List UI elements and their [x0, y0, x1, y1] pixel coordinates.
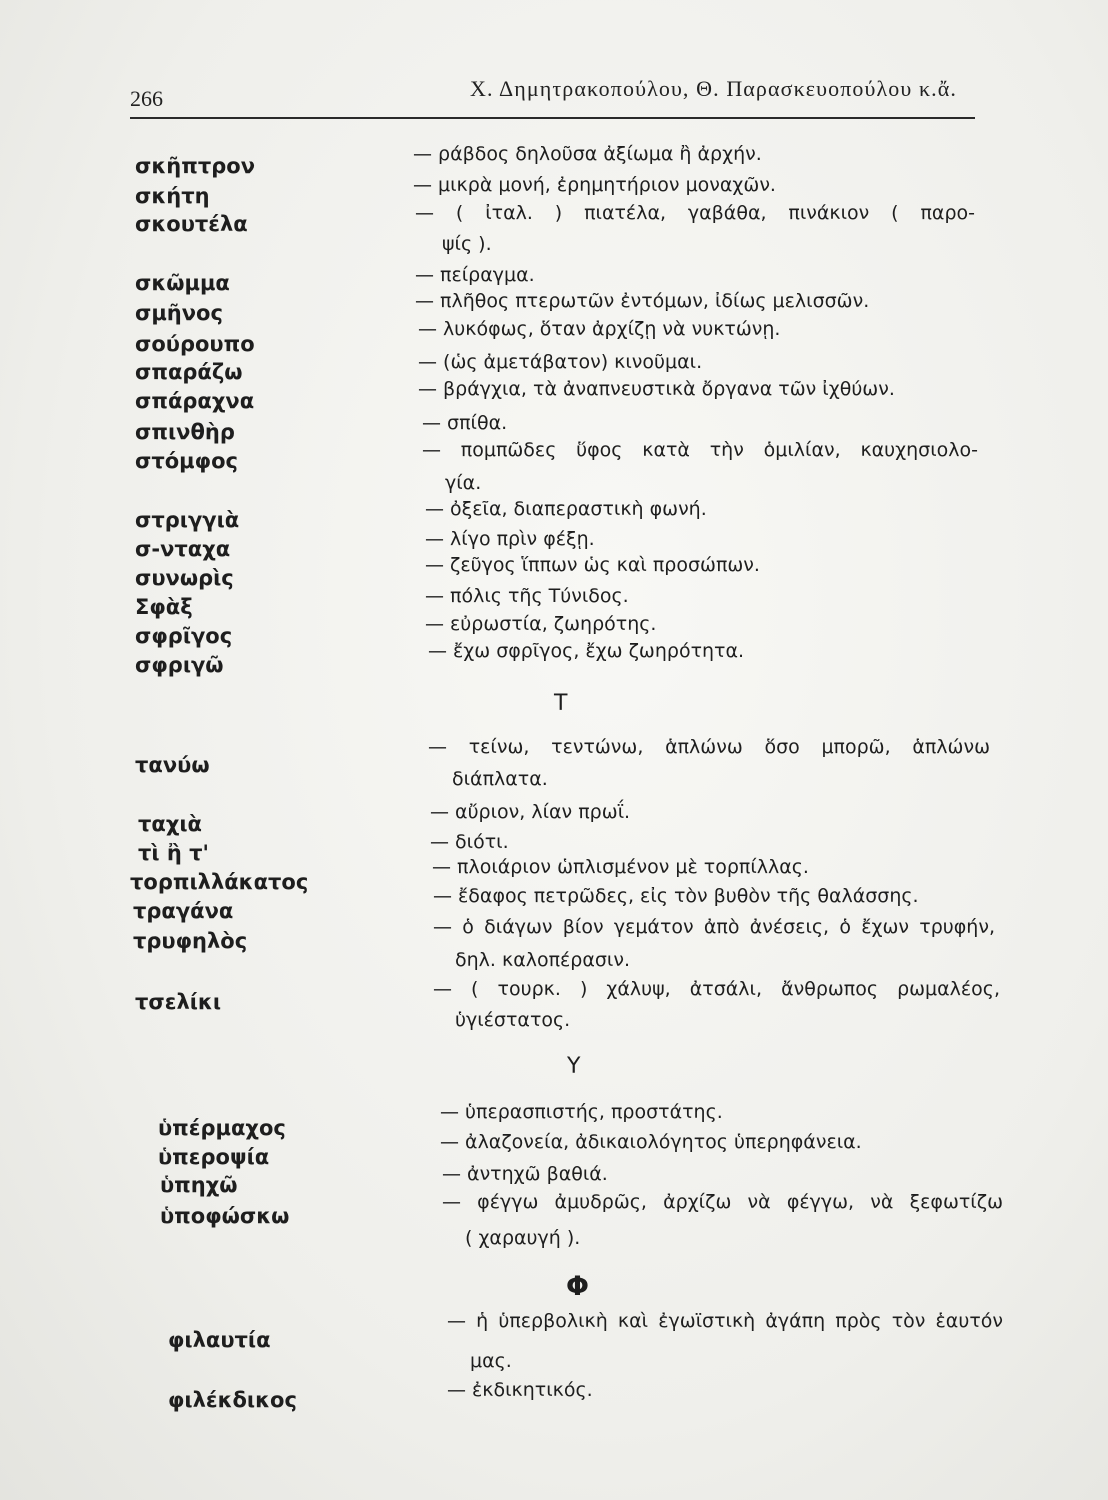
entry-term: Σφὰξ	[135, 595, 193, 619]
definition-line: — βράγχια, τὰ ἀναπνευστικὰ ὄργανα τῶν ἰχθύων.	[418, 378, 895, 400]
definition-line: — πόλις τῆς Τύνιδος.	[425, 585, 629, 607]
entry-term: ὑπηχῶ	[160, 1173, 238, 1197]
definition-line: διάπλατα.	[452, 768, 548, 790]
definition-line: — ζεῦγος ἵππων ὡς καὶ προσώπων.	[425, 554, 760, 576]
entry-term: ὑπέρμαχος	[158, 1116, 286, 1140]
definition-line: ( χαραυγή ).	[465, 1227, 581, 1249]
definition-line: δηλ. καλοπέρασιν.	[455, 949, 630, 971]
definition-line: — ὑπερασπιστής, προστάτης.	[440, 1101, 723, 1123]
entry-term: σκήτη	[135, 184, 210, 208]
entry-term: ταχιὰ	[138, 812, 202, 836]
entry-term: τσελίκι	[135, 990, 222, 1014]
running-title: Χ. Δημητρακοπούλου, Θ. Παρασκευοπούλου κ.ἄ.	[470, 76, 957, 101]
page-number: 266	[130, 86, 163, 111]
entry-term: στριγγιὰ	[135, 508, 240, 532]
definition-line: — ὁ διάγων βίον γεμάτον ἀπὸ ἀνέσεις, ὁ ἔχων τρυφήν,	[433, 916, 995, 938]
definition-line: — πομπῶδες ὕφος κατὰ τὴν ὁμιλίαν, καυχησιολο-	[422, 439, 978, 461]
entry-term: σπαράζω	[135, 360, 243, 384]
entry-term: σκῆπτρον	[135, 154, 256, 178]
entry-term: τὶ ἢ τ'	[138, 841, 209, 865]
header-rule	[130, 117, 975, 119]
entry-term: σπάραχνα	[135, 389, 255, 413]
entry-term: ὑποφώσκω	[160, 1204, 290, 1228]
entry-term: σμῆνος	[135, 301, 223, 325]
definition-line: ψίς ).	[442, 233, 492, 255]
definition-line: — (ὡς ἀμετάβατον) κινοῦμαι.	[418, 351, 703, 373]
definition-line: — φέγγω ἀμυδρῶς, ἀρχίζω νὰ φέγγω, νὰ ξεφωτίζω	[442, 1191, 1003, 1213]
definition-line: — πείραγμα.	[415, 264, 535, 286]
entry-term: φιλαυτία	[168, 1328, 271, 1352]
definition-line: — ἀντηχῶ βαθιά.	[442, 1163, 608, 1185]
entry-term: τορπιλλάκατος	[130, 870, 309, 894]
entry-term: σφριγῶ	[135, 653, 224, 677]
definition-line: — ὀξεῖα, διαπεραστικὴ φωνή.	[425, 498, 707, 520]
section-letter: Τ	[554, 691, 568, 716]
entry-term: σ-νταχα	[135, 537, 231, 561]
entry-term: τραγάνα	[133, 899, 234, 923]
definition-line: — μικρὰ μονή, ἐρημητήριον μοναχῶν.	[413, 174, 776, 196]
definition-line: — ράβδος δηλοῦσα ἀξίωμα ἢ ἀρχήν.	[413, 143, 762, 165]
definition-line: — εὐρωστία, ζωηρότης.	[425, 613, 657, 635]
definition-line: — τείνω, τεντώνω, ἁπλώνω ὅσο μπορῶ, ἁπλώνω	[428, 736, 990, 758]
definition-line: — λυκόφως, ὅταν ἀρχίζῃ νὰ νυκτώνῃ.	[418, 318, 781, 340]
entry-term: τρυφηλὸς	[133, 929, 248, 953]
definition-line: — λίγο πρὶν φέξῃ.	[425, 528, 595, 550]
definition-line: μας.	[470, 1350, 512, 1372]
entry-term: στόμφος	[135, 449, 238, 473]
entry-term: σπινθὴρ	[135, 420, 235, 444]
entry-term: συνωρὶς	[135, 566, 234, 590]
definition-line: — ἡ ὑπερβολικὴ καὶ ἐγωϊστικὴ ἀγάπη πρὸς τὸν ἑαυτόν	[447, 1310, 1003, 1332]
entry-term: φιλέκδικος	[168, 1388, 297, 1412]
definition-line: γία.	[445, 472, 482, 494]
definition-line: — ἐκδικητικός.	[447, 1379, 593, 1401]
entry-term: σούρουπο	[135, 332, 255, 356]
entry-term: σκουτέλα	[135, 212, 248, 236]
definition-line: — ἀλαζονεία, ἀδικαιολόγητος ὑπερηφάνεια.	[440, 1131, 862, 1153]
definition-line: — ἔχω σφρῖγος, ἔχω ζωηρότητα.	[428, 640, 745, 662]
section-letter: Φ	[566, 1271, 589, 1302]
entry-term: σφρῖγος	[135, 624, 233, 648]
section-letter: Υ	[567, 1054, 581, 1079]
entry-term: σκῶμμα	[135, 271, 230, 295]
definition-line: — πλοιάριον ὡπλισμένον μὲ τορπίλλας.	[432, 856, 809, 878]
definition-line: — αὔριον, λίαν πρωΐ.	[430, 801, 631, 823]
definition-line: — πλῆθος πτερωτῶν ἐντόμων, ἰδίως μελισσῶν.	[415, 290, 870, 312]
definition-line: — ( τουρκ. ) χάλυψ, ἀτσάλι, ἄνθρωπος ρωμαλέος,	[433, 978, 1000, 1000]
definition-line: — ( ἰταλ. ) πιατέλα, γαβάθα, πινάκιον ( παρο-	[415, 202, 975, 224]
definition-line: ὑγιέστατος.	[455, 1009, 571, 1031]
definition-line: — σπίθα.	[422, 412, 508, 434]
entry-term: τανύω	[135, 753, 210, 777]
entry-term: ὑπεροψία	[158, 1145, 270, 1169]
definition-line: — διότι.	[430, 831, 509, 853]
definition-line: — ἔδαφος πετρῶδες, εἰς τὸν βυθὸν τῆς θαλάσσης.	[433, 885, 919, 907]
